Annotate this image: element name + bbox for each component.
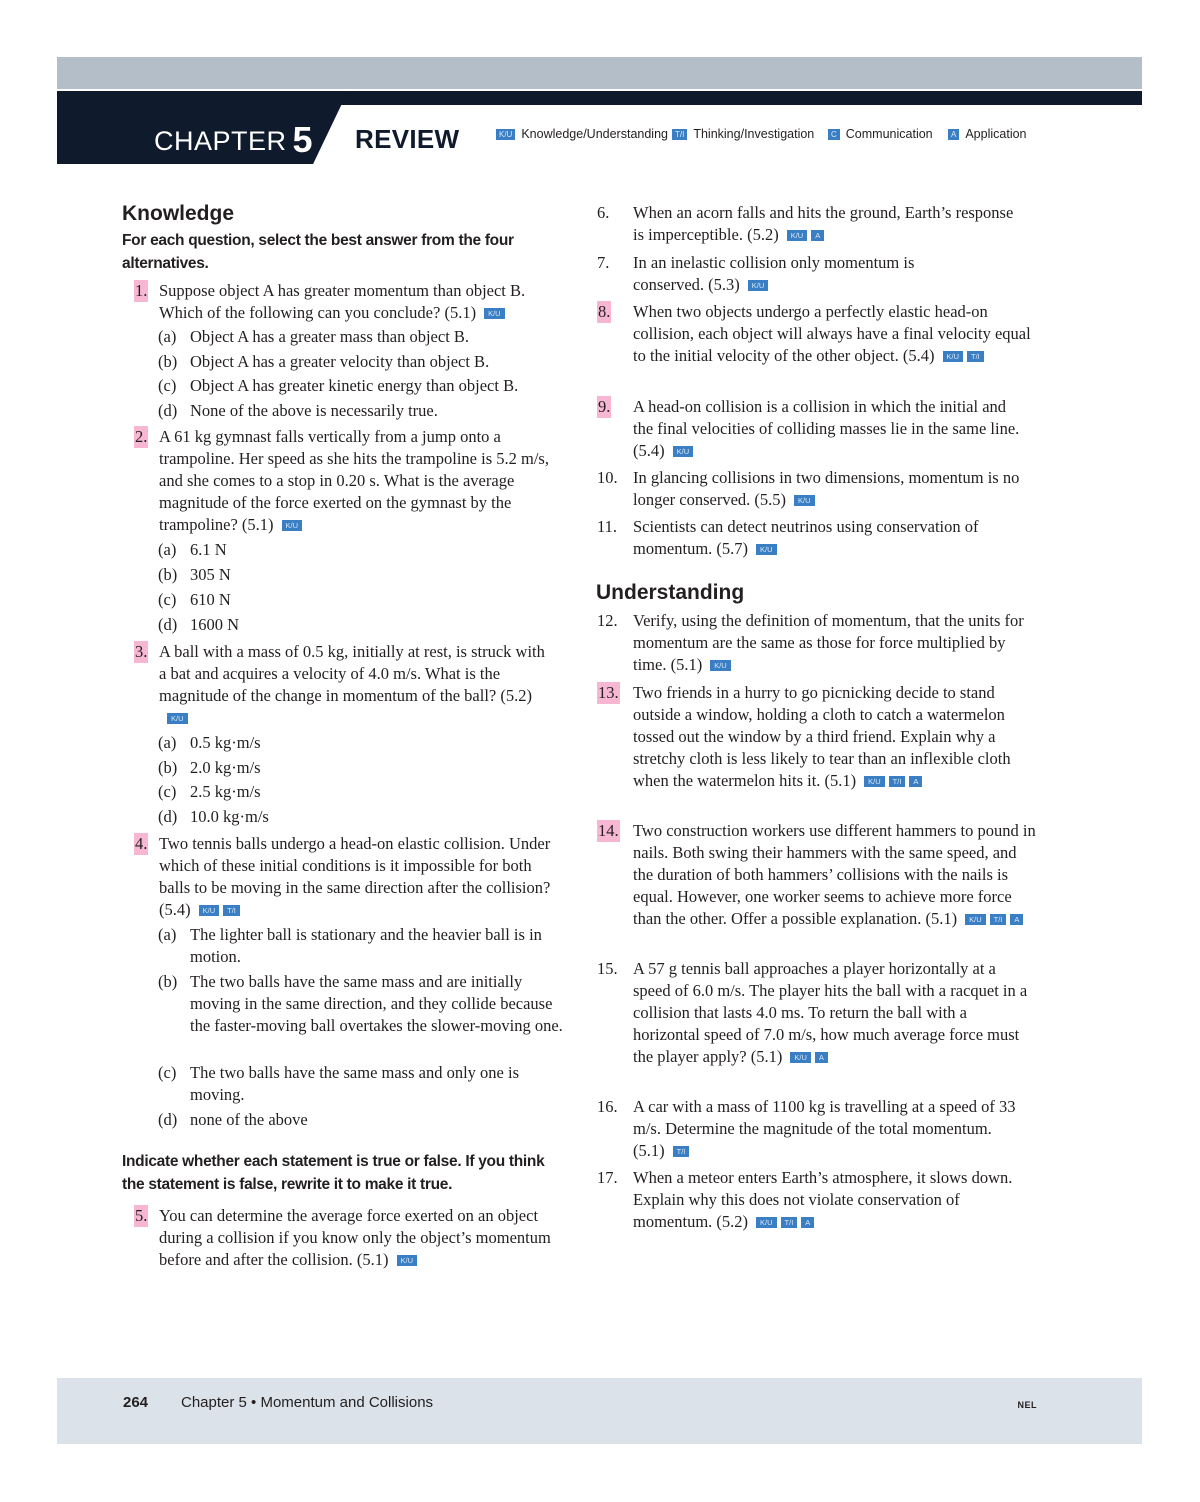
question-tags — [702, 655, 731, 674]
chapter-word: CHAPTER — [154, 126, 287, 156]
question-number: 6. — [597, 203, 610, 222]
tag-chip: A — [815, 1052, 828, 1063]
question-tags — [779, 225, 825, 244]
option-text: 305 N — [190, 565, 231, 584]
option-text: 610 N — [190, 590, 231, 609]
tag-chip: K/U — [965, 914, 986, 925]
tag-chip: T/I — [781, 1217, 798, 1228]
tag-chip: T/I — [223, 905, 240, 916]
legend-communication — [828, 127, 933, 141]
option-label: (d) — [158, 807, 178, 826]
legend-label: Thinking/Investigation — [693, 127, 815, 141]
tag-chip: K/U — [397, 1255, 418, 1266]
option-label: (d) — [158, 615, 178, 634]
chapter-number: 5 — [292, 119, 314, 160]
option-text: Object A has greater kinetic energy than object B. — [190, 376, 519, 395]
legend-application — [948, 127, 1027, 141]
legend-chip: T/I — [672, 129, 687, 140]
option-label: (a) — [158, 733, 177, 752]
legend-chip: K/U — [496, 129, 515, 140]
top-color-band — [57, 57, 1142, 89]
question-number: 17. — [597, 1168, 618, 1187]
question-tags — [665, 441, 694, 460]
legend-thinking — [672, 127, 814, 141]
page-footer — [57, 1378, 1142, 1444]
option-text: None of the above is necessarily true. — [190, 401, 438, 420]
tag-chip: K/U — [484, 308, 505, 319]
question-text: When two objects undergo a perfectly elastic head-on collision, each object will always have a final velocity equal to the initial velocity of the other object. (5.4) K/U T/I — [633, 302, 1031, 365]
option-label: (a) — [158, 540, 177, 559]
question-text: Suppose object A has greater momentum than object B. Which of the following can you conclude? (5.1) K/U — [159, 281, 526, 322]
option-text: The two balls have the same mass and are initially moving in the same direction, and they collide because the faster-moving ball overtakes the slower-moving one. — [190, 972, 563, 1035]
option-label: (c) — [158, 376, 177, 395]
question-tags — [748, 1212, 814, 1231]
legend-chip: C — [828, 129, 840, 140]
question-number: 15. — [597, 959, 618, 978]
option-text: 10.0 kg·m/s — [190, 807, 269, 826]
question-tags — [389, 1250, 418, 1269]
option-text: The lighter ball is stationary and the heavier ball is in motion. — [190, 925, 542, 966]
question-tags — [935, 346, 984, 365]
question-number: 3. — [135, 642, 148, 661]
question-tags — [665, 1141, 690, 1160]
tag-chip: A — [811, 230, 824, 241]
option-label: (b) — [158, 565, 178, 584]
legend-label: Communication — [845, 127, 933, 141]
question-text: When a meteor enters Earth’s atmosphere, it slows down. Explain why this does not violate conservation of momentum. (5.2) K/U T/I A — [633, 1168, 1013, 1231]
legend-chip: A — [948, 129, 959, 140]
tag-chip: K/U — [864, 776, 885, 787]
option-label: (b) — [158, 352, 178, 371]
question-text: Two construction workers use different hammers to pound in nails. Both swing their hammers with the same speed, and the duration of both hammers’ collisions with the nails is equal. However, one worker seems to achieve more force than the other. Offer a possible explanation. (5.1) K/U T/I A — [633, 821, 1036, 928]
tag-chip: T/I — [673, 1146, 690, 1157]
tag-chip: K/U — [282, 520, 303, 531]
option-text: Object A has a greater velocity than object B. — [190, 352, 490, 371]
question-number: 12. — [597, 611, 618, 630]
question-number: 9. — [598, 397, 611, 416]
question-text: A 61 kg gymnast falls vertically from a jump onto a trampoline. Her speed as she hits the trampoline is 5.2 m/s, and she comes to a stop in 0.20 s. What is the average magnitude of the force exerted on the gymnast by the trampoline? (5.1) K/U — [159, 427, 549, 534]
question-number: 11. — [597, 517, 618, 536]
option-label: (c) — [158, 782, 177, 801]
option-label: (b) — [158, 972, 178, 991]
tag-chip: K/U — [787, 230, 808, 241]
tag-chip: K/U — [943, 351, 964, 362]
question-text: A 57 g tennis ball approaches a player horizontally at a speed of 6.0 m/s. The player hits the ball with a racquet in a collision that lasts 4.0 ms. To return the ball with a horizontal speed of 7.0 m/s, how much average force must the player apply? (5.1) K/U A — [633, 959, 1028, 1066]
option-label: (a) — [158, 327, 177, 346]
question-tags — [786, 490, 815, 509]
question-text: You can determine the average force exerted on an object during a collision if you know only the object’s momentum before and after the collision. (5.1) K/U — [159, 1206, 551, 1269]
question-text: In an inelastic collision only momentum is conserved. (5.3) K/U — [633, 253, 915, 294]
legend-knowledge — [496, 127, 668, 141]
option-label: (d) — [158, 1110, 178, 1129]
question-tags — [740, 275, 769, 294]
question-number: 8. — [598, 302, 611, 321]
mc-instruction: For each question, select the best answer from the four alternatives. — [122, 232, 514, 272]
question-text: A car with a mass of 1100 kg is travelling at a speed of 33 m/s. Determine the magnitude of the total momentum. (5.1) T/I — [633, 1097, 1016, 1160]
option-label: (a) — [158, 925, 177, 944]
legend-label: Application — [965, 127, 1027, 141]
tag-chip: K/U — [790, 1052, 811, 1063]
tag-chip: T/I — [967, 351, 984, 362]
tag-chip: K/U — [794, 495, 815, 506]
question-tags — [476, 303, 505, 322]
tag-chip: A — [909, 776, 922, 787]
tag-chip: K/U — [756, 1217, 777, 1228]
question-number: 5. — [135, 1206, 148, 1225]
question-number: 13. — [598, 683, 619, 702]
question-text: Two tennis balls undergo a head-on elastic collision. Under which of these initial conditions is it impossible for both balls to be moving in the same direction after the collision? (5.4) K/U T/I — [159, 834, 551, 919]
legend-label: Knowledge/Understanding — [521, 127, 668, 141]
chapter-label — [154, 117, 313, 159]
section-title-understanding: Understanding — [596, 581, 745, 604]
tag-chip: K/U — [167, 713, 188, 724]
tag-chip: K/U — [756, 544, 777, 555]
question-tags — [274, 515, 303, 534]
question-text: A ball with a mass of 0.5 kg, initially at rest, is struck with a bat and acquires a velocity of 4.0 m/s. What is the magnitude of the change in momentum of the ball? (5.2)K/U — [159, 641, 554, 729]
question-tags — [159, 708, 188, 727]
option-text: 2.0 kg·m/s — [190, 758, 261, 777]
tag-chip: T/I — [889, 776, 906, 787]
question-number: 2. — [135, 427, 148, 446]
question-tags — [856, 771, 922, 790]
page-number: 264 — [123, 1394, 149, 1411]
tag-chip: T/I — [990, 914, 1007, 925]
option-label: (c) — [158, 590, 177, 609]
question-tags — [957, 909, 1023, 928]
question-text: Two friends in a hurry to go picnicking decide to stand outside a window, holding a cloth to catch a watermelon tossed out the window by a third friend. Explain why a stretchy cloth is less likely to tear than an inflexible cloth when the watermelon hits it. (5.1) K/U T/I A — [633, 683, 1011, 790]
option-label: (c) — [158, 1063, 177, 1082]
question-number: 1. — [135, 281, 148, 300]
option-label: (d) — [158, 401, 178, 420]
question-number: 16. — [597, 1097, 618, 1116]
question-text: Verify, using the definition of momentum, that the units for momentum are the same as those for force multiplied by time. (5.1) K/U — [633, 611, 1024, 674]
option-text: 6.1 N — [190, 540, 227, 559]
publisher-mark: NEL — [1017, 1400, 1037, 1410]
tag-chip: A — [1010, 914, 1023, 925]
section-title-knowledge: Knowledge — [122, 202, 235, 225]
tag-chip: K/U — [199, 905, 220, 916]
option-text: 0.5 kg·m/s — [190, 733, 261, 752]
option-text: Object A has a greater mass than object B. — [190, 327, 470, 346]
question-text: In glancing collisions in two dimensions, momentum is no longer conserved. (5.5) K/U — [633, 468, 1020, 509]
footer-chapter-title: Chapter 5 • Momentum and Collisions — [181, 1394, 434, 1411]
question-number: 10. — [597, 468, 618, 487]
tag-chip: K/U — [673, 446, 694, 457]
tag-chip: K/U — [748, 280, 769, 291]
question-tags — [782, 1047, 828, 1066]
option-text: 2.5 kg·m/s — [190, 782, 261, 801]
question-text: A head-on collision is a collision in which the initial and the final velocities of colliding masses lie in the same line. (5.4) K/U — [633, 397, 1020, 460]
question-text: When an acorn falls and hits the ground, Earth’s response is imperceptible. (5.2) K/U A — [633, 203, 1014, 244]
option-label: (b) — [158, 758, 178, 777]
option-text: 1600 N — [190, 615, 240, 634]
option-text: The two balls have the same mass and only one is moving. — [190, 1063, 520, 1104]
question-number: 7. — [597, 253, 610, 272]
tag-chip: K/U — [710, 660, 731, 671]
question-tags — [191, 900, 240, 919]
review-title: REVIEW — [355, 124, 460, 154]
tag-chip: A — [801, 1217, 814, 1228]
question-number: 4. — [135, 834, 148, 853]
question-tags — [748, 539, 777, 558]
true-false-instruction: Indicate whether each statement is true or false. If you think the statement is false, rewrite it to make it true. — [122, 1153, 545, 1193]
question-number: 14. — [598, 821, 619, 840]
option-text: none of the above — [190, 1110, 308, 1129]
question-text: Scientists can detect neutrinos using conservation of momentum. (5.7) K/U — [633, 517, 979, 558]
